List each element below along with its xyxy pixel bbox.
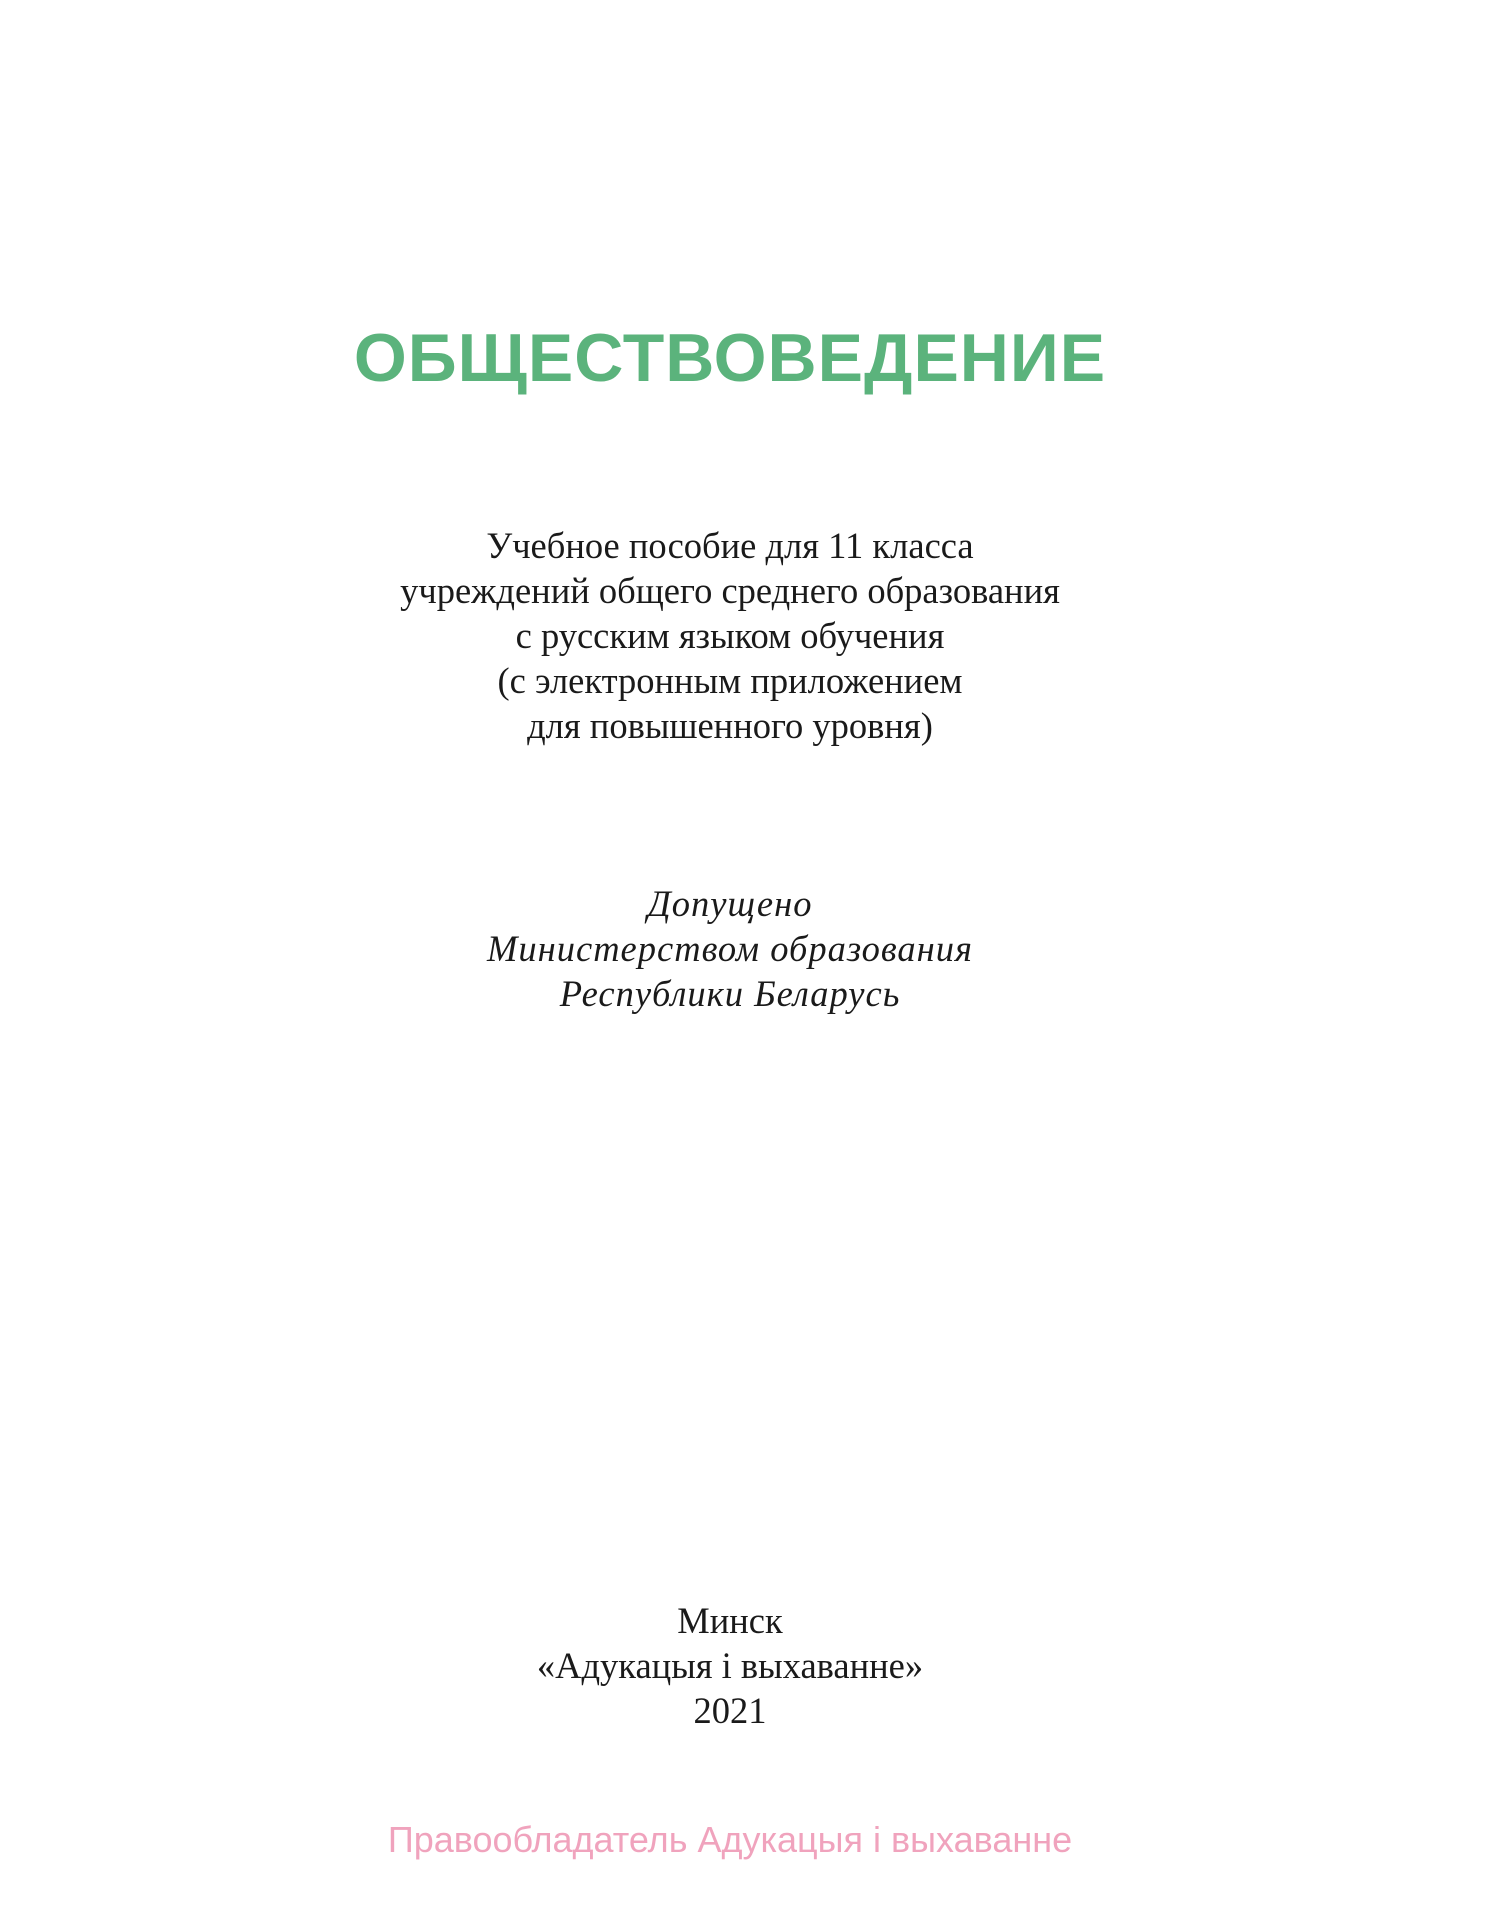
subtitle-line: учреждений общего среднего образования <box>400 570 1060 611</box>
approval-line: Республики Беларусь <box>559 973 901 1014</box>
subtitle-line: (с электронным приложением <box>497 660 963 701</box>
imprint-year: 2021 <box>693 1690 767 1731</box>
ministry-approval <box>0 881 1460 1016</box>
publisher-imprint <box>0 1598 1460 1733</box>
subtitle-line: для повышенного уровня) <box>527 705 933 746</box>
copyright-footer: Правообладатель Адукацыя і выхаванне <box>387 1819 1073 1860</box>
approval-line: Допущено <box>647 883 813 924</box>
imprint-publisher: «Адукацыя і выхаванне» <box>536 1645 924 1686</box>
approval-line: Министерством образования <box>486 928 974 969</box>
subtitle-line: Учебное пособие для 11 класса <box>486 525 974 566</box>
subtitle-line: с русским языком обучения <box>515 615 945 656</box>
imprint-city: Минск <box>677 1600 783 1641</box>
book-subtitle <box>0 523 1460 748</box>
book-title: ОБЩЕСТВОВЕДЕНИЕ <box>353 320 1107 396</box>
